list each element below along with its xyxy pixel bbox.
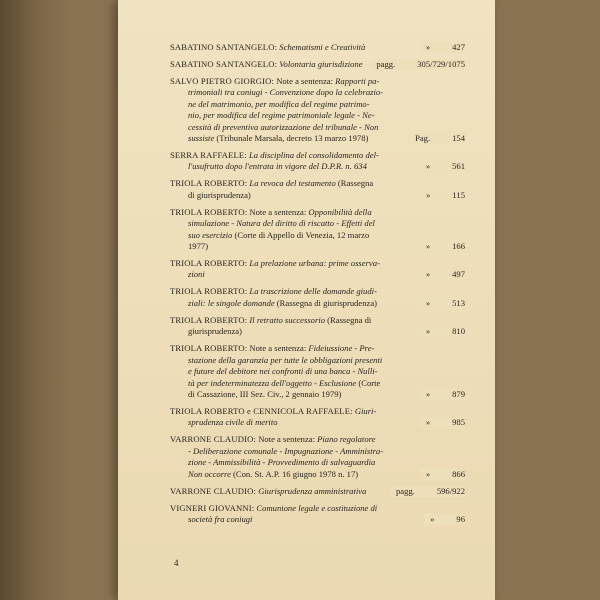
index-entry bbox=[170, 434, 465, 480]
page-reference-number: 427 bbox=[452, 42, 465, 52]
title-text: La trascrizione delle domande giudi- bbox=[249, 286, 377, 297]
entry-continuation-line bbox=[170, 446, 465, 457]
title-text: trimoniali tra coniugi - Convenzione dopo la celebrazio- bbox=[188, 87, 384, 98]
entry-continuation-line bbox=[170, 99, 465, 110]
title-text: cessità di preventiva autorizzazione del tribunale - Non bbox=[188, 121, 379, 132]
index-entries bbox=[170, 42, 465, 531]
page-marker: » bbox=[425, 468, 431, 479]
page-reference-number: 879 bbox=[452, 388, 465, 399]
author-name: SERRA RAFFAELE: bbox=[170, 150, 247, 161]
title-text: ne del matrimonio, per modifica del regime patrimo- bbox=[188, 98, 370, 109]
entry-first-line bbox=[170, 178, 465, 189]
plain-text: 1977) bbox=[188, 241, 209, 252]
page-reference-number: 810 bbox=[452, 326, 465, 337]
title-text: La prelazione urbana: prime osserva- bbox=[249, 258, 380, 269]
entry-continuation-line bbox=[170, 218, 465, 229]
index-entry bbox=[170, 178, 465, 201]
page-marker: » bbox=[425, 42, 431, 52]
page-reference-number: 497 bbox=[452, 269, 465, 280]
title-text: Giuri- bbox=[354, 405, 377, 416]
title-text: sprudenza civile di merito bbox=[188, 417, 278, 428]
page-marker: » bbox=[425, 161, 431, 172]
page-reference-number: 561 bbox=[452, 161, 465, 172]
author-name: VARRONE CLAUDIO: bbox=[170, 485, 257, 496]
title-text: tà per indeterminatezza dell'oggetto - Esclusione bbox=[188, 377, 359, 388]
title-text: stazione della garanzia per tutte le obbligazioni presenti bbox=[188, 354, 383, 365]
page-reference bbox=[418, 241, 465, 252]
page-reference-number: 115 bbox=[452, 189, 465, 200]
index-entry bbox=[170, 286, 465, 309]
page-reference-number: 513 bbox=[452, 297, 465, 308]
page-reference bbox=[418, 389, 465, 400]
plain-text: (Corte di Appello di Venezia, 12 marzo bbox=[234, 229, 370, 240]
title-text: zione - Ammissibilità - Provvedimento di salvaguardia bbox=[188, 457, 376, 468]
book-page bbox=[118, 0, 495, 600]
title-text: - Deliberazione comunale - Impugnazione - Amministra- bbox=[188, 445, 384, 456]
plain-text: (Rassegna di giurisprudenza) bbox=[276, 297, 378, 308]
title-text: e future del debitore nei confronti di una banca - Nulli- bbox=[188, 366, 378, 377]
page-reference-number: 985 bbox=[452, 417, 465, 428]
plain-text: (Con. St. A.P. 16 giugno 1978 n. 17) bbox=[233, 468, 359, 479]
index-entry bbox=[170, 76, 465, 144]
page-reference bbox=[422, 514, 465, 525]
page-reference-number: 96 bbox=[456, 513, 465, 524]
title-text: nio, per modifica del regime patrimoniale legale - Ne- bbox=[188, 110, 375, 121]
entry-continuation-line bbox=[170, 378, 465, 389]
title-text: simulazione - Natura del diritto di riscatto - Effetti del bbox=[188, 218, 375, 229]
page-reference bbox=[388, 486, 465, 497]
title-text: società fra coniugi bbox=[188, 513, 253, 524]
entry-first-line bbox=[170, 76, 465, 87]
title-text: suo esercizio bbox=[188, 229, 235, 240]
title-text: Volontaria giurisdizione bbox=[279, 59, 363, 69]
plain-text: Note a sentenza: bbox=[249, 206, 309, 217]
title-text: Non occorre bbox=[188, 468, 234, 479]
author-name: TRIOLA ROBERTO: bbox=[170, 343, 248, 354]
index-entry bbox=[170, 42, 465, 53]
index-entry bbox=[170, 406, 465, 429]
page-reference bbox=[418, 269, 465, 280]
page-reference bbox=[418, 298, 465, 309]
index-entry bbox=[170, 59, 465, 70]
entry-first-line bbox=[170, 315, 465, 326]
entry-continuation-line bbox=[170, 87, 465, 98]
page-reference bbox=[368, 59, 465, 70]
page-reference bbox=[418, 417, 465, 428]
page-marker: » bbox=[425, 417, 431, 428]
plain-text: di Cassazione, III Sez. Civ., 2 gennaio 1979) bbox=[188, 388, 342, 399]
entry-continuation-line bbox=[170, 366, 465, 377]
entry-continuation-line bbox=[170, 110, 465, 121]
title-text: ziali: le singole domande bbox=[188, 297, 277, 308]
index-entry bbox=[170, 315, 465, 338]
page-marker: pagg. bbox=[395, 485, 415, 496]
page-reference bbox=[418, 42, 465, 53]
author-name: TRIOLA ROBERTO: bbox=[170, 258, 248, 269]
entry-first-line bbox=[170, 434, 465, 445]
page-reference-number: 166 bbox=[452, 241, 465, 252]
entry-continuation-line bbox=[170, 122, 465, 133]
entry-first-line bbox=[170, 406, 465, 417]
page-marker: » bbox=[425, 388, 431, 399]
page-reference-number: 866 bbox=[452, 468, 465, 479]
title-text: sussiste bbox=[188, 133, 217, 144]
index-entry bbox=[170, 258, 465, 281]
page-reference bbox=[407, 133, 465, 144]
title-text: Piano regolatore bbox=[317, 434, 376, 445]
author-name: TRIOLA ROBERTO: bbox=[170, 286, 248, 297]
index-entry bbox=[170, 150, 465, 173]
title-text: Opponibilità della bbox=[308, 206, 372, 217]
page-marker: Pag. bbox=[415, 133, 431, 144]
page-marker: » bbox=[430, 513, 435, 524]
page-marker: » bbox=[425, 326, 431, 337]
entry-continuation-line bbox=[170, 457, 465, 468]
page-reference-number: 154 bbox=[452, 133, 465, 144]
plain-text: Note a sentenza: bbox=[276, 76, 336, 86]
title-text: Comunione legale e costituzione di bbox=[256, 502, 378, 513]
author-name: TRIOLA ROBERTO e CENNICOLA RAFFAELE: bbox=[170, 405, 353, 416]
title-text: Il retratto successorio bbox=[249, 314, 328, 325]
page-marker: » bbox=[425, 297, 431, 308]
page-reference bbox=[418, 469, 465, 480]
plain-text: Note a sentenza: bbox=[249, 343, 309, 354]
page-number: 4 bbox=[174, 558, 179, 568]
plain-text: giurisprudenza) bbox=[188, 326, 242, 337]
entry-continuation-line bbox=[170, 230, 465, 241]
author-name: TRIOLA ROBERTO: bbox=[170, 206, 248, 217]
page-reference-number: 305/729/1075 bbox=[417, 59, 465, 69]
entry-first-line bbox=[170, 258, 465, 269]
author-name: TRIOLA ROBERTO: bbox=[170, 314, 248, 325]
page-reference-number: 596/922 bbox=[436, 485, 465, 496]
page-marker: pagg. bbox=[376, 59, 396, 69]
plain-text: Note a sentenza: bbox=[258, 434, 318, 445]
title-text: Giurisprudenza amministrativa bbox=[258, 485, 367, 496]
entry-first-line bbox=[170, 286, 465, 297]
author-name: VIGNERI GIOVANNI: bbox=[170, 502, 255, 513]
page-marker: » bbox=[426, 189, 431, 200]
author-name: VARRONE CLAUDIO: bbox=[170, 434, 257, 445]
page-reference bbox=[418, 190, 465, 201]
page-marker: » bbox=[425, 269, 431, 280]
entry-first-line bbox=[170, 343, 465, 354]
author-name: TRIOLA ROBERTO: bbox=[170, 178, 248, 189]
title-text: Schematismi e Creatività bbox=[279, 42, 366, 52]
title-text: La revoca del testamento bbox=[249, 178, 338, 189]
entry-continuation-line bbox=[170, 355, 465, 366]
entry-first-line bbox=[170, 503, 465, 514]
index-entry bbox=[170, 486, 465, 497]
author-name: SABATINO SANTANGELO: bbox=[170, 59, 278, 69]
index-entry bbox=[170, 503, 465, 526]
page-marker: » bbox=[425, 241, 431, 252]
entry-first-line bbox=[170, 207, 465, 218]
plain-text: (Tribunale Marsala, decreto 13 marzo 1978) bbox=[216, 133, 369, 144]
title-text: Fideiussione - Pre- bbox=[308, 343, 375, 354]
title-text: zioni bbox=[188, 269, 205, 280]
author-name: SALVO PIETRO GIORGIO: bbox=[170, 76, 275, 86]
author-name: SABATINO SANTANGELO: bbox=[170, 42, 278, 52]
plain-text: (Rassegna bbox=[337, 178, 374, 189]
title-text: l'usufrutto dopo l'entrata in vigore del D.P.R. n. 634 bbox=[188, 161, 367, 172]
plain-text: di giurisprudenza) bbox=[188, 189, 251, 200]
title-text: Rapporti pa- bbox=[335, 76, 380, 86]
index-entry bbox=[170, 207, 465, 253]
plain-text: (Rassegna di bbox=[327, 314, 372, 325]
entry-first-line bbox=[170, 150, 465, 161]
plain-text: (Corte bbox=[358, 377, 381, 388]
index-entry bbox=[170, 343, 465, 400]
title-text: La disciplina del consolidamento del- bbox=[248, 150, 379, 161]
entry-continuation-line bbox=[170, 514, 465, 525]
page-reference bbox=[418, 161, 465, 172]
page-reference bbox=[418, 326, 465, 337]
